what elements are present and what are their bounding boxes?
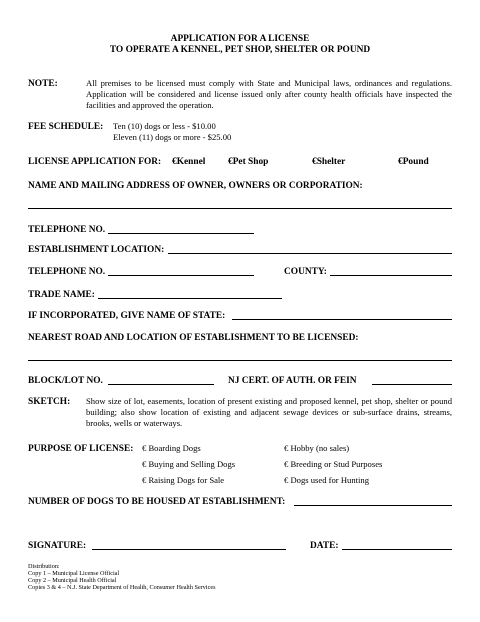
checkbox-icon[interactable]: € (284, 459, 289, 469)
purpose-label: PURPOSE OF LICENSE: (28, 444, 134, 454)
note-label: NOTE: (28, 79, 58, 89)
dogs-housed-field[interactable] (294, 505, 452, 506)
fee-line-1: Ten (10) dogs or less - $10.00 (113, 121, 216, 131)
purpose-option-hobby[interactable]: € Hobby (no sales) (284, 443, 350, 453)
license-option-pet-shop[interactable]: €Pet Shop (228, 157, 269, 167)
checkbox-icon[interactable]: € (228, 157, 233, 167)
signature-label: SIGNATURE: (28, 541, 87, 551)
sketch-text: Show size of lot, easements, location of present existing and proposed kennel, pet shop, shelter or pound building; also show location of existing and adjacent sewage devices or sub-surface drains, streams, brooks, wells or waterways. (86, 396, 452, 428)
fee-schedule-label: FEE SCHEDULE: (28, 122, 104, 132)
block-lot-label: BLOCK/LOT NO. (28, 376, 103, 386)
license-for-label: LICENSE APPLICATION FOR: (28, 157, 162, 167)
checkbox-icon[interactable]: € (142, 443, 147, 453)
date-field[interactable] (342, 549, 452, 550)
nearest-road-label: NEAREST ROAD AND LOCATION OF ESTABLISHMENT TO BE LICENSED: (28, 333, 359, 343)
fee-line-2: Eleven (11) dogs or more - $25.00 (113, 132, 232, 142)
checkbox-icon[interactable]: € (142, 475, 147, 485)
name-address-label: NAME AND MAILING ADDRESS OF OWNER, OWNERS OR CORPORATION: (28, 181, 363, 191)
checkbox-icon[interactable]: € (312, 157, 317, 167)
county-field[interactable] (330, 275, 452, 276)
date-label: DATE: (310, 541, 339, 551)
purpose-option-raising[interactable]: € Raising Dogs for Sale (142, 475, 225, 485)
establishment-location-field[interactable] (168, 253, 452, 254)
checkbox-icon[interactable]: € (142, 459, 147, 469)
purpose-option-boarding[interactable]: € Boarding Dogs (142, 443, 201, 453)
purpose-option-hunting[interactable]: € Dogs used for Hunting (284, 475, 369, 485)
checkbox-icon[interactable]: € (172, 157, 177, 167)
distribution-heading: Distribution: (28, 563, 60, 570)
distribution-copy-2: Copy 2 – Municipal Health Official (28, 577, 117, 584)
checkbox-icon[interactable]: € (398, 157, 403, 167)
signature-field[interactable] (92, 549, 286, 550)
establishment-location-label: ESTABLISHMENT LOCATION: (28, 245, 165, 255)
purpose-option-breeding[interactable]: € Breeding or Stud Purposes (284, 459, 383, 469)
block-lot-field[interactable] (108, 384, 214, 385)
license-option-shelter[interactable]: €Shelter (312, 157, 346, 167)
form-title-line-2: TO OPERATE A KENNEL, PET SHOP, SHELTER OR POUND (109, 45, 371, 55)
distribution-copies-3-4: Copies 3 & 4 – N.J. State Department of Health, Consumer Health Services (28, 584, 216, 591)
license-option-kennel[interactable]: €Kennel (172, 157, 206, 167)
county-label: COUNTY: (284, 267, 327, 277)
trade-name-label: TRADE NAME: (28, 290, 95, 300)
name-address-field[interactable] (28, 208, 452, 209)
nj-cert-label: NJ CERT. OF AUTH. OR FEIN (228, 376, 357, 386)
checkbox-icon[interactable]: € (284, 475, 289, 485)
telephone-label-1: TELEPHONE NO. (28, 225, 106, 235)
telephone-label-2: TELEPHONE NO. (28, 267, 106, 277)
sketch-label: SKETCH: (28, 397, 71, 407)
license-option-pound[interactable]: €Pound (398, 157, 429, 167)
checkbox-icon[interactable]: € (284, 443, 289, 453)
dogs-housed-label: NUMBER OF DOGS TO BE HOUSED AT ESTABLISHMENT: (28, 497, 286, 507)
trade-name-field[interactable] (98, 298, 282, 299)
incorporated-field[interactable] (232, 319, 452, 320)
telephone-field-1[interactable] (108, 233, 254, 234)
distribution-copy-1: Copy 1 – Municipal License Official (28, 570, 120, 577)
nj-cert-field[interactable] (372, 384, 452, 385)
telephone-field-2[interactable] (108, 275, 254, 276)
nearest-road-field[interactable] (28, 360, 452, 361)
form-title-line-1: APPLICATION FOR A LICENSE (170, 34, 310, 44)
note-text: All premises to be licensed must comply with State and Municipal laws, ordinances and regulations. Application will be considered and license issued only after county health officials have inspected the facilities and approved the operation. (86, 78, 452, 110)
incorporated-label: IF INCORPORATED, GIVE NAME OF STATE: (28, 311, 226, 321)
purpose-option-buying-selling[interactable]: € Buying and Selling Dogs (142, 459, 236, 469)
